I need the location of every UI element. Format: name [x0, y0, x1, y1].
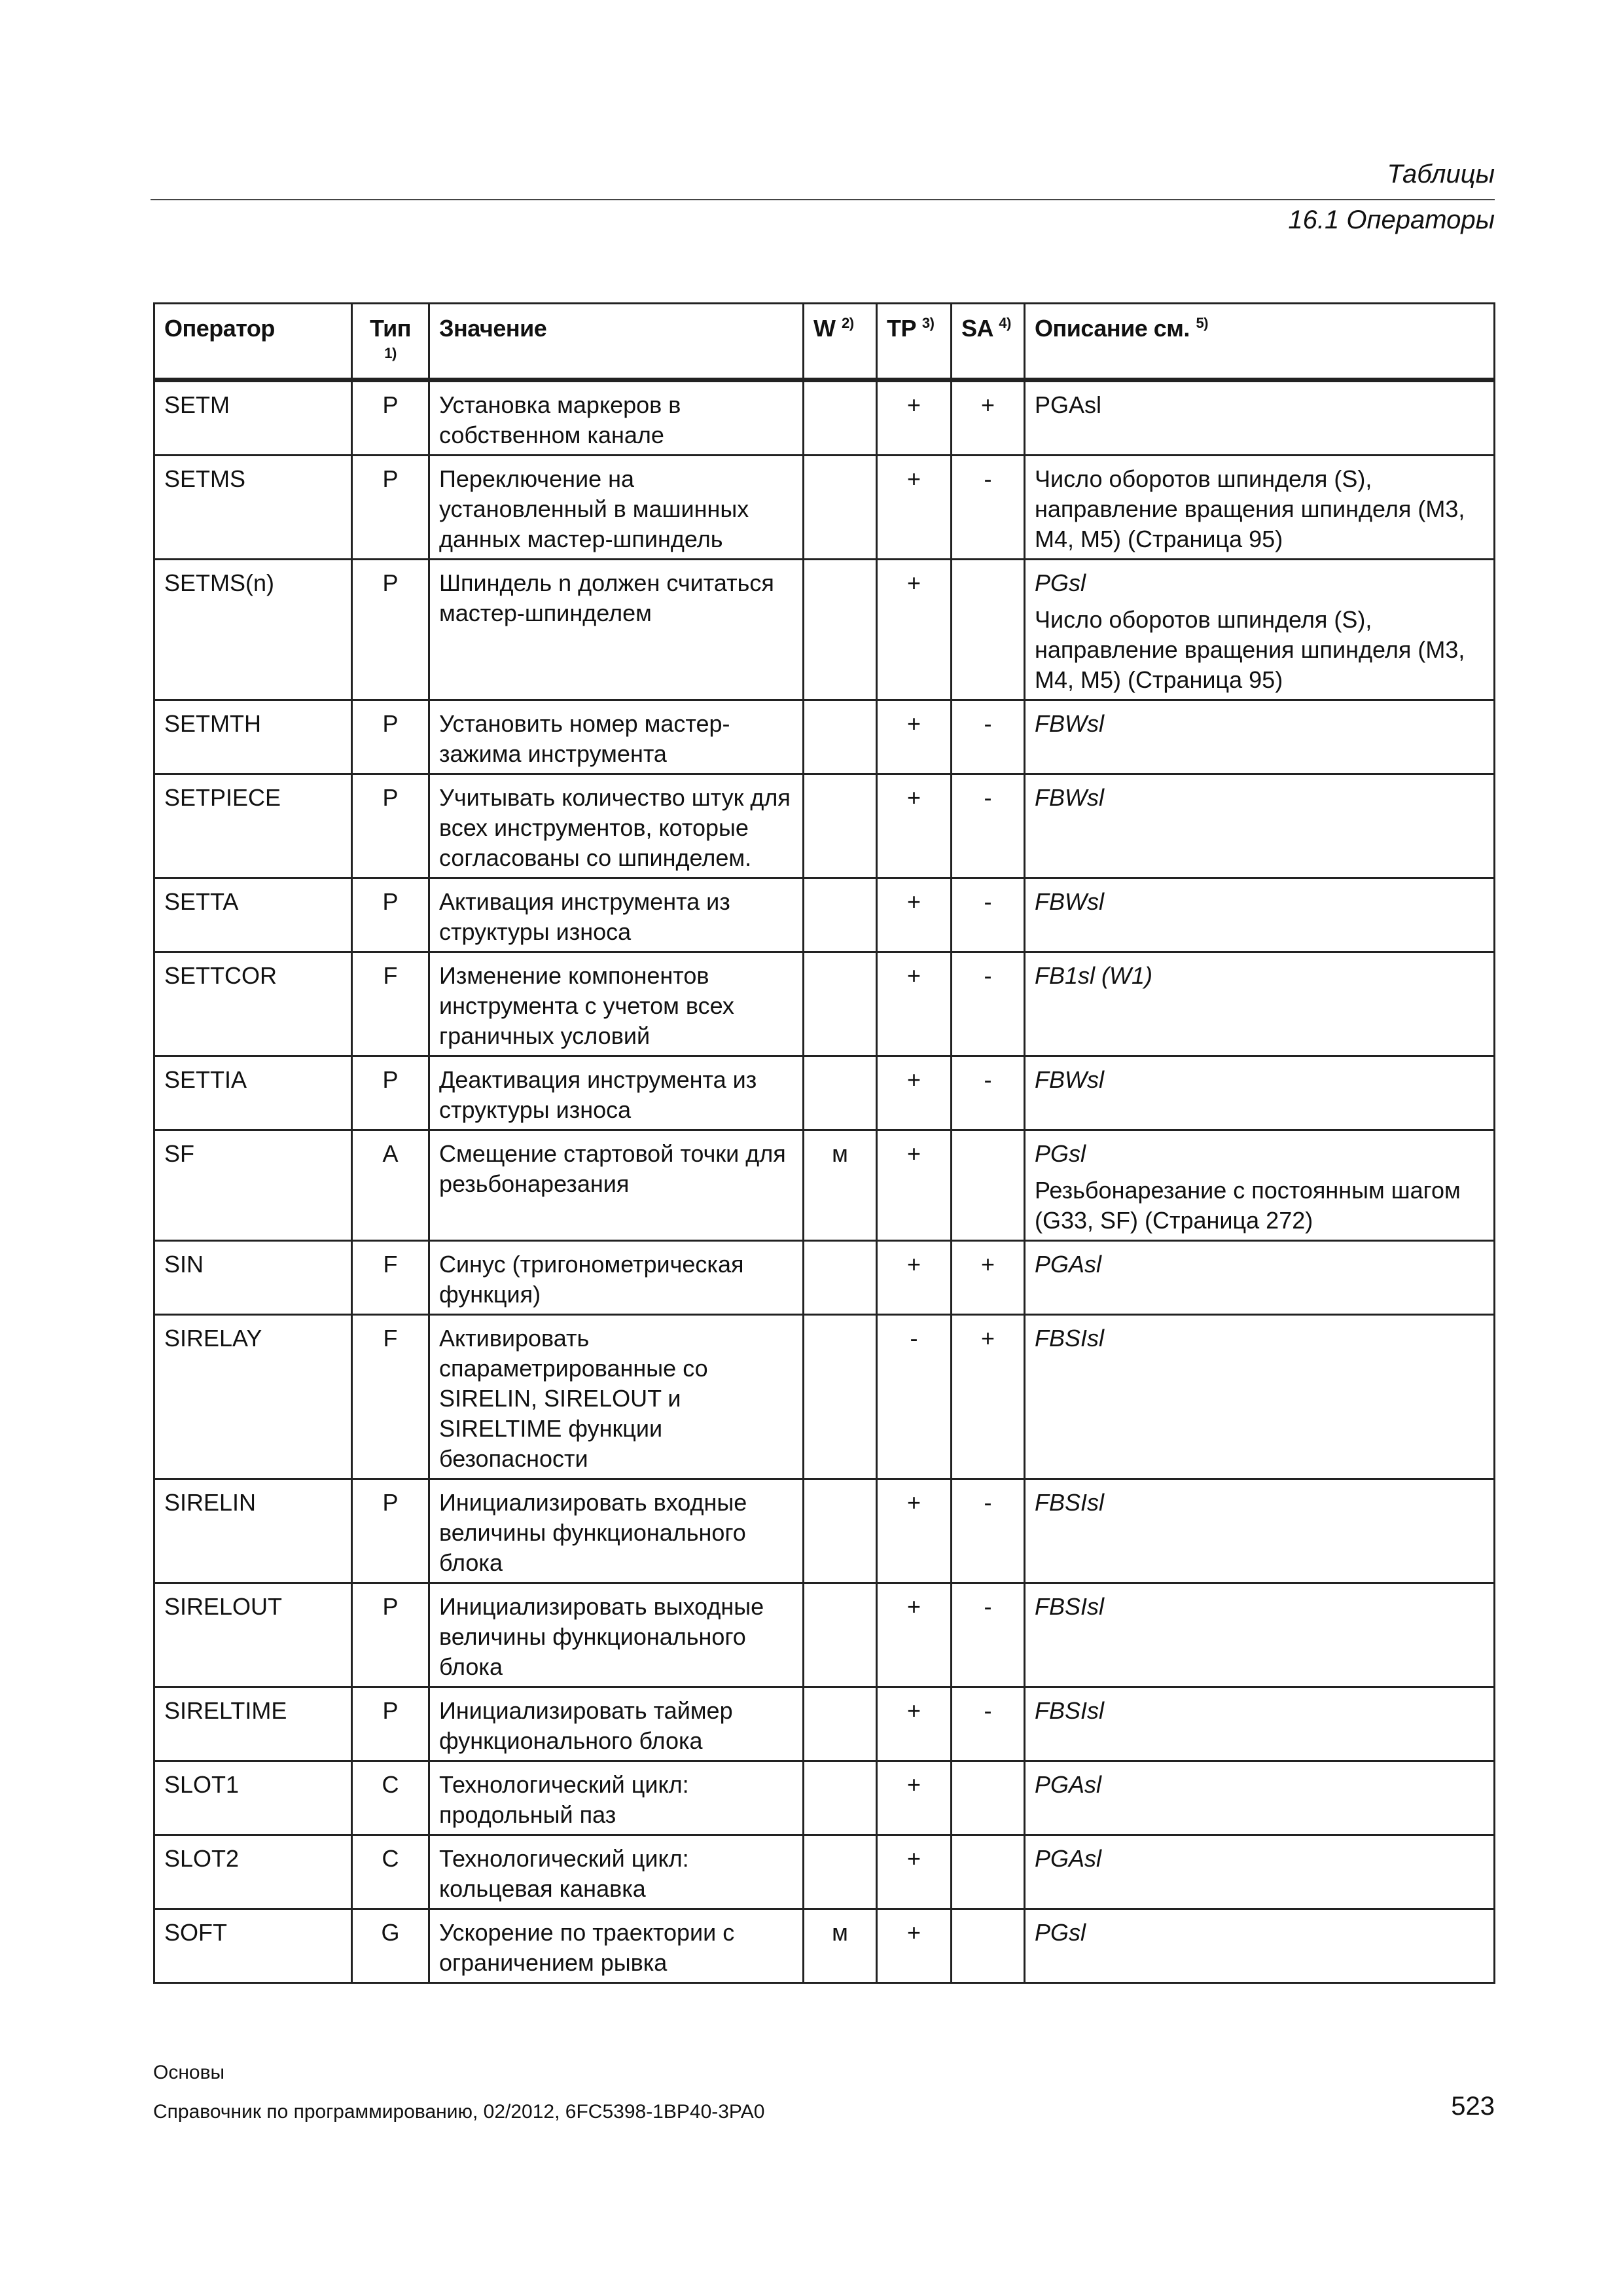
description-detail: Число оборотов шпинделя (S), направление вращения шпинделя (M3, M4, M5) (Страница 95)	[1035, 606, 1465, 693]
meaning-cell: Инициализировать таймер функционального блока	[429, 1687, 804, 1761]
description-cell	[1025, 380, 1495, 456]
w-cell	[804, 878, 877, 952]
description-cell	[1025, 1056, 1495, 1130]
table-row	[154, 1761, 1495, 1835]
w-cell	[804, 1315, 877, 1479]
tp-cell: +	[877, 1130, 952, 1241]
operator-cell: SETTCOR	[154, 952, 352, 1056]
w-cell	[804, 1761, 877, 1835]
description-cell	[1025, 952, 1495, 1056]
type-cell: P	[352, 560, 429, 700]
w-cell	[804, 774, 877, 878]
description-cell	[1025, 1909, 1495, 1983]
meaning-cell: Установка маркеров в собственном канале	[429, 380, 804, 456]
meaning-cell: Технологический цикл: кольцевая канавка	[429, 1835, 804, 1909]
operator-cell: SETMS(n)	[154, 560, 352, 700]
description-ref: FBWsl	[1035, 784, 1104, 811]
operator-cell: SETTIA	[154, 1056, 352, 1130]
description-ref: PGAsl	[1035, 1845, 1102, 1872]
table-row	[154, 1909, 1495, 1983]
w-cell: м	[804, 1909, 877, 1983]
sa-cell: -	[952, 774, 1025, 878]
description-ref: PGsl	[1035, 1140, 1086, 1167]
type-cell: F	[352, 1315, 429, 1479]
description-cell	[1025, 1479, 1495, 1583]
description-ref: PGAsl	[1035, 1771, 1102, 1798]
table-row	[154, 700, 1495, 774]
type-cell: P	[352, 380, 429, 456]
w-cell	[804, 1687, 877, 1761]
tp-cell: +	[877, 774, 952, 878]
tp-cell: +	[877, 456, 952, 560]
meaning-cell: Установить номер мастер-зажима инструмента	[429, 700, 804, 774]
description-ref: FB1sl (W1)	[1035, 962, 1152, 989]
type-cell: P	[352, 1056, 429, 1130]
operator-cell: SF	[154, 1130, 352, 1241]
operator-cell: SIRELTIME	[154, 1687, 352, 1761]
header-tp-ref: 3)	[921, 315, 935, 331]
table-row	[154, 1583, 1495, 1687]
type-cell: C	[352, 1835, 429, 1909]
tp-cell: +	[877, 952, 952, 1056]
header-sa-ref: 4)	[999, 315, 1011, 331]
meaning-cell: Синус (тригонометрическая функция)	[429, 1241, 804, 1315]
description-ref: PGsl	[1035, 569, 1086, 596]
tp-cell: +	[877, 560, 952, 700]
page-number: 523	[1451, 2092, 1495, 2121]
type-cell: P	[352, 1479, 429, 1583]
header-w: W $^{2)}$	[804, 304, 877, 380]
w-cell	[804, 1056, 877, 1130]
header-type: Тип $^{1)}$	[352, 304, 429, 380]
table-row	[154, 380, 1495, 456]
footer-book-title: Основы	[153, 2062, 225, 2083]
tp-cell: +	[877, 1909, 952, 1983]
tp-cell: +	[877, 1241, 952, 1315]
description-ref: Число оборотов шпинделя (S), направление вращения шпинделя (M3, M4, M5) (Страница 95)	[1035, 465, 1465, 552]
description-cell	[1025, 1687, 1495, 1761]
description-cell	[1025, 1761, 1495, 1835]
description-cell	[1025, 456, 1495, 560]
description-cell	[1025, 878, 1495, 952]
type-cell: P	[352, 1583, 429, 1687]
description-cell	[1025, 1583, 1495, 1687]
table-row	[154, 1130, 1495, 1241]
table-row	[154, 456, 1495, 560]
sa-cell: +	[952, 380, 1025, 456]
w-cell	[804, 380, 877, 456]
description-cell	[1025, 1835, 1495, 1909]
meaning-cell: Активация инструмента из структуры износа	[429, 878, 804, 952]
type-cell: P	[352, 878, 429, 952]
footer-reference: Справочник по программированию, 02/2012, 6FC5398-1BP40-3PA0	[153, 2101, 765, 2123]
sa-cell	[952, 1835, 1025, 1909]
operator-cell: SIRELIN	[154, 1479, 352, 1583]
header-divider	[151, 199, 1495, 200]
sa-cell	[952, 1130, 1025, 1241]
type-cell: F	[352, 952, 429, 1056]
tp-cell: +	[877, 1583, 952, 1687]
type-cell: P	[352, 456, 429, 560]
tp-cell: +	[877, 878, 952, 952]
sa-cell: -	[952, 878, 1025, 952]
tp-cell: +	[877, 1835, 952, 1909]
type-cell: F	[352, 1241, 429, 1315]
tp-cell: +	[877, 1761, 952, 1835]
header-sa: SA $^{4)}$	[952, 304, 1025, 380]
sa-cell: +	[952, 1315, 1025, 1479]
header-operator: Оператор	[154, 304, 352, 380]
meaning-cell: Изменение компонентов инструмента с учетом всех граничных условий	[429, 952, 804, 1056]
meaning-cell: Смещение стартовой точки для резьбонарезания	[429, 1130, 804, 1241]
description-ref: PGAsl	[1035, 1251, 1102, 1278]
type-cell: P	[352, 700, 429, 774]
operator-cell: SLOT1	[154, 1761, 352, 1835]
operator-cell: SIRELOUT	[154, 1583, 352, 1687]
tp-cell: +	[877, 1479, 952, 1583]
description-ref: FBSIsl	[1035, 1489, 1105, 1516]
w-cell	[804, 456, 877, 560]
table-row	[154, 1241, 1495, 1315]
header-tp: TP $^{3)}$	[877, 304, 952, 380]
type-cell: C	[352, 1761, 429, 1835]
table-body	[154, 380, 1495, 1983]
table-row	[154, 1315, 1495, 1479]
tp-cell: +	[877, 380, 952, 456]
operator-cell: SETPIECE	[154, 774, 352, 878]
description-cell	[1025, 774, 1495, 878]
meaning-cell: Ускорение по траектории с ограничением рывка	[429, 1909, 804, 1983]
type-cell: P	[352, 1687, 429, 1761]
table-row	[154, 1479, 1495, 1583]
sa-cell: -	[952, 1687, 1025, 1761]
operator-cell: SETTA	[154, 878, 352, 952]
meaning-cell: Шпиндель n должен считаться мастер-шпинделем	[429, 560, 804, 700]
sa-cell: +	[952, 1241, 1025, 1315]
table-row	[154, 774, 1495, 878]
meaning-cell: Инициализировать входные величины функционального блока	[429, 1479, 804, 1583]
table-header-row	[154, 304, 1495, 380]
chapter-title: Таблицы	[1387, 160, 1495, 188]
w-cell	[804, 700, 877, 774]
table-row	[154, 952, 1495, 1056]
description-ref: FBWsl	[1035, 888, 1104, 915]
w-cell	[804, 1241, 877, 1315]
header-description: Описание см. $^{5)}$	[1025, 304, 1495, 380]
description-ref: FBSIsl	[1035, 1325, 1105, 1352]
description-cell	[1025, 1315, 1495, 1479]
table-row	[154, 1687, 1495, 1761]
table-row	[154, 1835, 1495, 1909]
operators-table	[153, 302, 1495, 1984]
header-w-ref: 2)	[842, 315, 854, 331]
meaning-cell: Учитывать количество штук для всех инструментов, которые согласованы со шпинделем.	[429, 774, 804, 878]
meaning-cell: Активировать спараметрированные со SIRELIN, SIRELOUT и SIRELTIME функции безопасности	[429, 1315, 804, 1479]
type-cell: G	[352, 1909, 429, 1983]
operator-cell: SLOT2	[154, 1835, 352, 1909]
type-cell: P	[352, 774, 429, 878]
w-cell	[804, 1479, 877, 1583]
description-ref: PGAsl	[1035, 391, 1102, 418]
description-detail: Резьбонарезание с постоянным шагом (G33, SF) (Страница 272)	[1035, 1177, 1461, 1234]
w-cell	[804, 1583, 877, 1687]
sa-cell: -	[952, 700, 1025, 774]
w-cell	[804, 560, 877, 700]
tp-cell: +	[877, 700, 952, 774]
sa-cell	[952, 560, 1025, 700]
sa-cell: -	[952, 456, 1025, 560]
sa-cell: -	[952, 952, 1025, 1056]
tp-cell: +	[877, 1056, 952, 1130]
operator-cell: SIRELAY	[154, 1315, 352, 1479]
tp-cell: -	[877, 1315, 952, 1479]
description-cell	[1025, 1241, 1495, 1315]
meaning-cell: Инициализировать выходные величины функционального блока	[429, 1583, 804, 1687]
type-cell: A	[352, 1130, 429, 1241]
meaning-cell: Переключение на установленный в машинных данных мастер-шпиндель	[429, 456, 804, 560]
description-ref: PGsl	[1035, 1919, 1086, 1946]
operator-cell: SETMTH	[154, 700, 352, 774]
description-ref: FBWsl	[1035, 1066, 1104, 1093]
w-cell	[804, 1835, 877, 1909]
description-cell	[1025, 1130, 1495, 1241]
table-row	[154, 1056, 1495, 1130]
description-cell	[1025, 560, 1495, 700]
description-ref: FBSIsl	[1035, 1593, 1105, 1620]
table-row	[154, 560, 1495, 700]
sa-cell: -	[952, 1056, 1025, 1130]
meaning-cell: Технологический цикл: продольный паз	[429, 1761, 804, 1835]
w-cell: м	[804, 1130, 877, 1241]
header-type-ref: 1)	[384, 345, 397, 361]
sa-cell	[952, 1761, 1025, 1835]
operator-cell: SETM	[154, 380, 352, 456]
description-ref: FBWsl	[1035, 710, 1104, 737]
header-description-ref: 5)	[1196, 315, 1208, 331]
sa-cell	[952, 1909, 1025, 1983]
section-title: 16.1 Операторы	[1288, 206, 1495, 234]
sa-cell: -	[952, 1479, 1025, 1583]
tp-cell: +	[877, 1687, 952, 1761]
operator-cell: SIN	[154, 1241, 352, 1315]
description-cell	[1025, 700, 1495, 774]
header-meaning: Значение	[429, 304, 804, 380]
sa-cell: -	[952, 1583, 1025, 1687]
meaning-cell: Деактивация инструмента из структуры износа	[429, 1056, 804, 1130]
w-cell	[804, 952, 877, 1056]
operator-cell: SOFT	[154, 1909, 352, 1983]
table-row	[154, 878, 1495, 952]
operator-cell: SETMS	[154, 456, 352, 560]
description-ref: FBSIsl	[1035, 1697, 1105, 1724]
